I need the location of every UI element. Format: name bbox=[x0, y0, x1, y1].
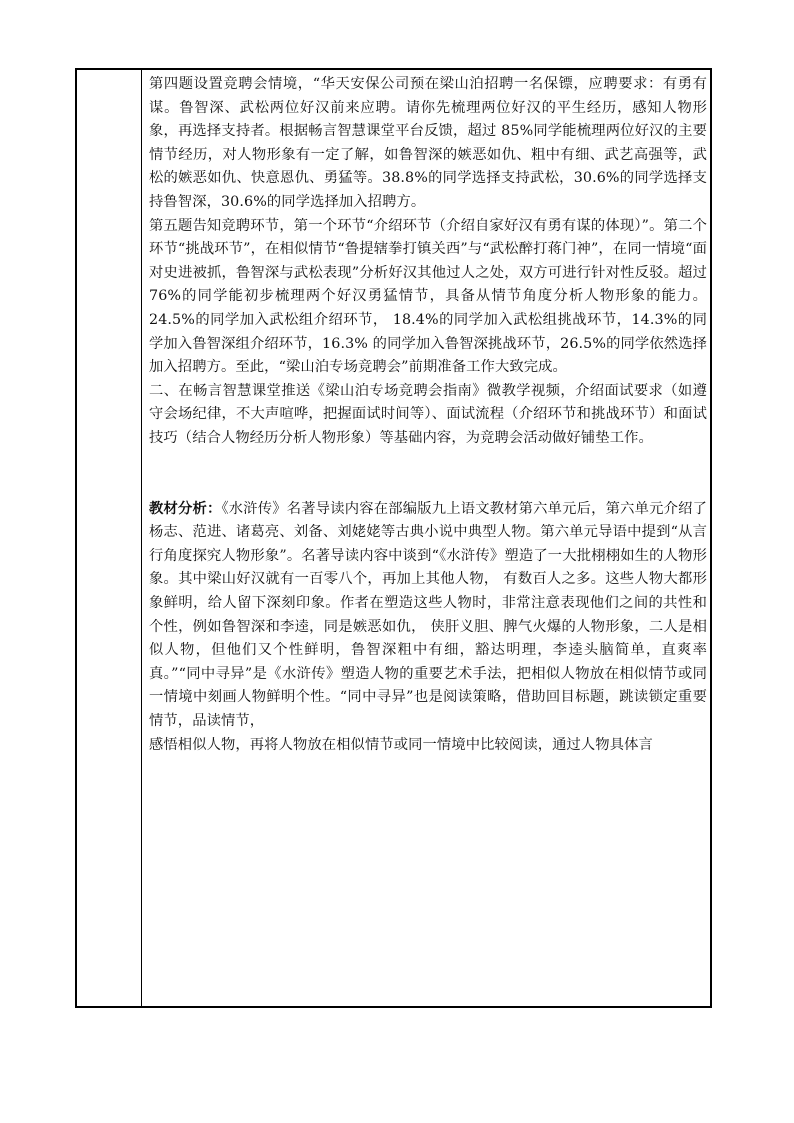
blank-line bbox=[149, 474, 707, 498]
paragraph-question-four: 第四题设置竞聘会情境，“华天安保公司预在梁山泊招聘一名保镖，应聘要求：有勇有谋。鲁智深、武松两位好汉前来应聘。请你先梳理两位好汉的平生经历，感知人物形象，再选择支持者。根据畅言智慧课堂平台反馈，超过 85%同学能梳理两位好汉的主要情节经历，对人物形象有一定了解，如鲁智深的嫉恶如仇、粗中有细、武艺高强等，武松的嫉恶如仇、快意恩仇、勇猛等。38.8%的同学选择支持武松，30.6%的同学选择支持鲁智深，30.6%的同学选择加入招聘方。 bbox=[149, 76, 707, 210]
blank-line bbox=[149, 451, 707, 475]
analysis-text: 《水浒传》名著导读内容在部编版九上语文教材第六单元后，第六单元介绍了杨志、范进、诸葛亮、刘备、刘姥姥等古典小说中典型人物。第六单元导语中提到“从言行角度探究人物形象”。名著导读内容中谈到“《水浒传》塑造了一大批栩栩如生的人物形象。其中梁山好汉就有一百零八个，再加上其他人物， 有数百人之多。这些人物大都形象鲜明，给人留下深刻印象。作者在塑造这些人物时，非常注意表现他们之间的共性和个性，例如鲁智深和李逵，同是嫉恶如仇， 侠肝义胆、脾气火爆的人物形象，二人是相似人物，但他们又个性鲜明，鲁智深粗中有细，豁达明理，李逵头脑简单，直爽率真。”“同中寻异”是《水浒传》塑造人物的重要艺术手法，把相似人物放在相似情节或同一情境中刻画人物鲜明个性。“同中寻异”也是阅读策略，借助回目标题，跳读锁定重要情节，品读情节， bbox=[149, 500, 707, 730]
paragraph-question-five: 第五题告知竞聘环节，第一个环节“介绍环节（介绍自家好汉有勇有谋的体现）”。第二个环节“挑战环节”，在相似情节“鲁提辖拳打镇关西”与“武松醉打蒋门神”，在同一情境“面对史进被抓，鲁智深与武松表现”分析好汉其他过人之处，双方可进行针对性反驳。超过 76%的同学能初步梳理两个好汉勇猛情节，具备从情节角度分析人物形象的能力。24.5%的同学加入武松组介绍环节， 18.4%的同学加入武松组挑战环节，14.3%的同学加入鲁智深组介绍环节，16.3% 的同学加入鲁智深挑战环节，26.5%的同学依然选择加入招聘方。至此，“梁山泊专场竞聘会”前期准备工作大致完成。 bbox=[149, 217, 707, 376]
paragraph-section-two: 二、在畅言智慧课堂推送《梁山泊专场竞聘会指南》微教学视频，介绍面试要求（如遵守会场纪律，不大声喧哗，把握面试时间等）、面试流程（介绍环节和挑战环节）和面试技巧（结合人物经历分析人物形象）等基础内容，为竞聘会活动做好铺垫工作。 bbox=[149, 382, 707, 446]
table-content-cell bbox=[149, 73, 707, 757]
paragraph-analysis-continuation: 感悟相似人物，再将人物放在相似情节或同一情境中比较阅读，通过人物具体言 bbox=[149, 736, 653, 753]
table-left-column bbox=[77, 70, 142, 1006]
document-table bbox=[75, 68, 712, 1008]
paragraph-textbook-analysis bbox=[149, 498, 707, 734]
analysis-label: 教材分析： bbox=[149, 500, 222, 517]
